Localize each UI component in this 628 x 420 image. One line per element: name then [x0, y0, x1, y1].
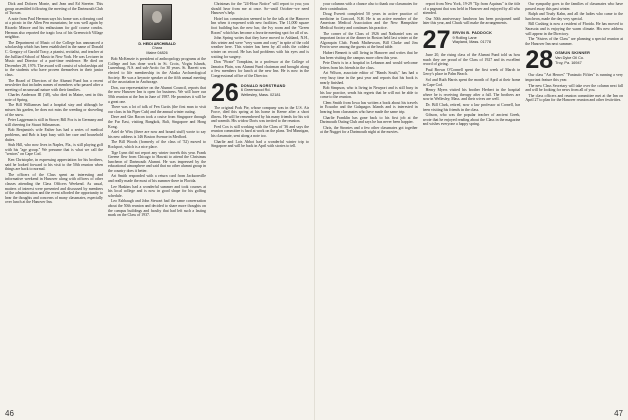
photo-caption — [108, 42, 206, 55]
paragraph: June 20, the rising class of the Alumni Fund told us how much they are proud of the Class of 1927 and its excellent record of giving. — [422, 52, 521, 67]
paragraph: Chris, the Strontes and a few other classmates got together at the Nugget for a Dartmouth night at the movies. — [320, 125, 418, 135]
paragraph: your columns with a chance also to thank our classmates for their contribution. — [320, 2, 418, 11]
paragraph: Dick and Dolores Monte, and Jean and Ed Streeter. This group assembled following the meeting of the Dartmouth Club of Tucson. — [5, 2, 103, 16]
address-line: Wellesley, Mass. 02181 — [240, 92, 281, 97]
paragraph: Fred Cox is still working with the Class of '36 and says the reunion committee is hard at work on the plans. Ted Minnigan, his classmate, sent along a note too. — [211, 124, 309, 139]
paragraph: Our 50th anniversary luncheon has been postponed until later this year, and Chuck will make the arrangements. — [422, 16, 521, 26]
paragraph: Art Smith responded with a return card from Jacksonville and really made the most of his summer there in Florida. — [108, 174, 206, 184]
paragraph: Stub Hill, who now lives in Naples, Fla., is still playing golf with his "age group." We presume that is what we call the "seniors" on Cape Cod. — [5, 143, 103, 157]
address-line: 6 Greenwood Rd. — [240, 88, 271, 93]
column-5 — [423, 2, 521, 407]
paragraph: The class officers and reunion committee met at the Inn on April 27 to plan for the Hanover reunion and other festivities. — [525, 93, 624, 103]
address-line: Wayland, Mass. 01778 — [452, 40, 491, 45]
class-year-number: 27 — [422, 25, 451, 54]
paragraph: Lee Haskins had a wonderful summer and took courses at his local college and is now in good shape for his golfing schedule. — [108, 184, 206, 198]
paragraph: report from New York, 19-29 "Up from Aquinas" is the title of a pageant that was held in Hanover and enjoyed by all who attended. — [422, 2, 521, 16]
paragraph: The original Pork Pie, whose company was in the U.S. Air Force, died this spring at his home in Keene after a short illness. He will be remembered by his many friends for his wit and warmth. His widow Doris was invited to the reunion. — [211, 105, 309, 124]
paragraph: Our sympathy goes to the families of classmates who have passed away this past winter. — [525, 2, 624, 11]
paragraph: Don, our representative on the Alumni Council, reports that the new Hanover Inn is open for business. We will have our 50th reunion at the Inn in June of 1987. He promises it will be a great one. — [108, 85, 206, 104]
paragraph: Gibson, who was the popular teacher of ancient Greek, wrote that he enjoyed reading about the Class in the magazine and wishes everyone a happy spring. — [422, 113, 521, 127]
class-entry-26 — [211, 78, 309, 107]
paragraph: The corner of the Class of 1926 and Nathaniel was an important factor at the dinner in Boston held last winter at the Algonquin Club. Frank Mathewson, Bill Clarke and Jim Ferrin were among the guests at the head table. — [320, 31, 418, 50]
paragraph: The Department of Music of the College has announced a scholarship which has been established in the name of Donald C. Gregory of Garold Tracy, a pianist, recitalist, and teacher at the Juilliard School of Music in New York. He was Lecturer in Music and Director of a part-time residence. He died on December 28, 1976. The award will consist of scholarships aid to the students who have proven themselves in their junior class. — [5, 40, 103, 77]
paragraph: Hotel tax commission seemed to be the talk at the Hanover Inn when it reopened with new facilities. The 11,000 square foot building has the new bar, the Ivy room and the "Green Room" which has become a favorite meeting spot for all of us. — [211, 16, 309, 35]
right-page — [314, 0, 628, 420]
paragraph: Ken Christophe, in expressing appreciation for his brothers, said he looked forward to his visit to the 50th reunion when things are back to normal. — [5, 158, 103, 172]
paragraph: Charles Anderson III ('48), who died in Maine, sent in this note of Spring. — [5, 93, 103, 102]
paragraph: Ralph and Trudy Kahn, and all the ladies who came to the luncheon, made the day very special. — [525, 12, 624, 21]
column-6 — [525, 2, 623, 407]
paragraph: Sol and Ruth Harris spent the month of April at their home in Cape Cod. — [422, 77, 521, 87]
paragraph: The new Class Secretary will take over the column next fall and will be looking for news from all of you. — [525, 83, 624, 93]
paragraph: Dave and Gin Bacon took a cruise from Singapore through the Far East, visiting Bangkok, Bali, Singapore and Hong Kong. — [108, 115, 206, 129]
paragraph: Clem Smith from Iowa has written a book about his travels in Ecuador and the Galapagos Islands and is interested in hearing from classmates who have made the same trip. — [320, 100, 418, 115]
paragraph: Dr. Bill Clark, retired, now a law professor at Cornell, has been visiting his friends in the class. — [422, 102, 521, 112]
paragraph: Bill Cushing is now a resident of Florida. He has moved to Sarasota and is enjoying the warm climate. His new address will appear in the Directory. — [525, 22, 624, 36]
secretary-name: DONALD NORSTRAND — [240, 83, 286, 88]
paragraph: Doug Everett completed 50 years in active practice of medicine in Concord, N.H. He is an active member of the American Medical Association and the New Hampshire Medical Society and continues his practice. — [320, 12, 418, 30]
paragraph: A note from Paul Herman says his home was a drawing card at a picnic in the Allen Pen mountains; he was well again by Ricardo Minore and his enthusiasm for golf course condos. Herman also reported the tragic loss of his Greenwich Village neighbor. — [5, 16, 103, 40]
paragraph: Tige Lynn did not report any winter travels this year. Frank Greene flew from Chicago to Hawaii to attend the Christmas luncheon of Dartmouth Alumni. He was impressed by the educational atmosphere and said that no other alumni group in the country does it better. — [108, 150, 206, 173]
page-number: 47 — [614, 409, 623, 418]
page-number: 46 — [5, 409, 14, 418]
paragraph: John Spring writes that they have moved to Ashland, N.H., this winter and were "very warm and cozy" in spite of the cold weather here. This winter has been by all odds the coldest winter on record. He has had problems with his eyes and is waiting for surgery. — [211, 36, 309, 59]
address-line: Van Dyke Oil Co. — [555, 55, 584, 60]
caption-line: Chara — [151, 46, 163, 51]
column-4 — [320, 2, 418, 407]
paragraph: Hubert Bennett is still living in Hanover and writes that he has been visiting the campus more often this year. — [320, 50, 418, 60]
paragraph: Pete Davis is in a hospital in Lebanon and would welcome letters from his friends in the class. — [320, 61, 418, 70]
column-2 — [108, 2, 206, 407]
paragraph: The officers of the Class spent an interesting and informative weekend in Hanover along with officers of other classes attending the Class Officers Weekend. As usual, matters of interest were presented and discussed by members of the administration and the event afforded the opportunity to hear the thoughts and concerns of many classmates, especially over lunch at the Hanover Inn. — [5, 172, 103, 205]
paragraph: Our class "Art Heroes" "Fantastic Fifties" is running a very important feature this year. — [525, 73, 624, 82]
class-entry-28 — [525, 46, 623, 75]
paragraph: Charlie and Lois Abbot had a wonderful winter trip to Singapore and will be back in April with stories to tell. — [211, 139, 309, 149]
class-secretary-address — [555, 49, 590, 65]
paragraph: The "Sisters of the Class" are planning a special reunion at the Hanover Inn next summer. — [525, 37, 624, 46]
paragraph: Henry Myers visited his brother Herbert in the hospital where he is receiving therapy after a fall. The brothers are now in Wellesley, Mass. and their wives are well. — [422, 88, 521, 102]
caption-name: D. HEIDI ARCHIBALD — [138, 42, 176, 46]
paragraph: Art Wilson, associate editor of "Hands South," has had a very busy time in the past year and reports that his book is nearly finished. — [320, 71, 418, 85]
class-secretary-photo — [142, 4, 172, 40]
paragraph: The Bill Williamses had a hospital stay and although he misses his garden, he does not miss the weeding or shoveling of the snow. — [5, 103, 103, 117]
paragraph: Christmas for the "24-Hour Notice" will report to you; you should hear from me at once. So--until October--we need Hanover's help. — [211, 2, 309, 16]
paragraph: Peter Laggeman is still in Stowe; Bill Fox is in Germany and still cheering for Stuart Stilmanson. — [5, 118, 103, 127]
column-1 — [5, 2, 103, 407]
class-year-number: 26 — [211, 78, 239, 107]
class-entry-27 — [422, 25, 521, 54]
paragraph: Paul Brown O'Connell spent the first week of March in Gerry's place in Palm Beach. — [422, 67, 521, 77]
class-year-number: 28 — [525, 46, 554, 75]
paragraph: Bob Simpson, who is living in Newport and is still busy in his law practice, sends his regrets that he will not be able to come to the reunion. — [320, 86, 418, 100]
paragraph: Ariel de Wiss (there are now and bound stuff) wrote to say his new address is 146 Boston Avenue in Medford. — [108, 130, 206, 139]
paragraph: The Bill Woods (formerly of the class of '52) moved to Rockport, which is a nice place. — [108, 140, 206, 149]
class-secretary-address — [452, 29, 492, 45]
column-3 — [211, 2, 309, 407]
secretary-name: OSMUN SKINNER — [555, 51, 591, 56]
secretary-name: ERVIN B. PADDOCK — [452, 30, 493, 35]
paragraph: Bob Benjamin's wife Esther has had a series of medical problems, and Bob is kept busy with her care and household duties. — [5, 128, 103, 142]
caption-line: Maine 04826 — [146, 50, 168, 55]
paragraph: Charlie Franklin has gone back to his first job at the Dartmouth Outing Club and says he has never been happier. — [320, 115, 418, 125]
paragraph: Leo Eshbaugh and John Stewart had the same conversation about the 50th reunion and decided to share more thoughts on the campus buildings and faculty that had left such a lasting mark on the Class of 1937. — [108, 199, 206, 218]
paragraph: Bob McKenzie is president of anthropology programs at the College and has done work in St. Croix, Virgin Islands, Lunenburg, N.S. and sub-Arctic for 30 years. St. Barrett was elected to life membership in the Alaska Archaeological Society. He was a keynote speaker at the fifth annual meeting of the association in Anchorage. — [108, 57, 206, 85]
paragraph: Don "Pirate" Tompkins, in a professor at the College of Jamaica Plain, was Alumni Fund chairman and brought along a few members for lunch at the new Inn. He is now in the Congressional office of the Director. — [211, 60, 309, 78]
paragraph: There was a lot of talk of Fen Curtis (the first man to visit our class in his Piper Cub) and the annual winter outing. — [108, 105, 206, 114]
paragraph: The Board of Directors of the Alumni Fund has a recent newsletter that includes names of members who passed after a meeting of an unusual nature with their families. — [5, 78, 103, 92]
address-line: 9 Rolling Lane — [452, 35, 477, 40]
address-line: Troy, Pa. 16947 — [555, 60, 582, 65]
class-secretary-address — [241, 82, 286, 98]
